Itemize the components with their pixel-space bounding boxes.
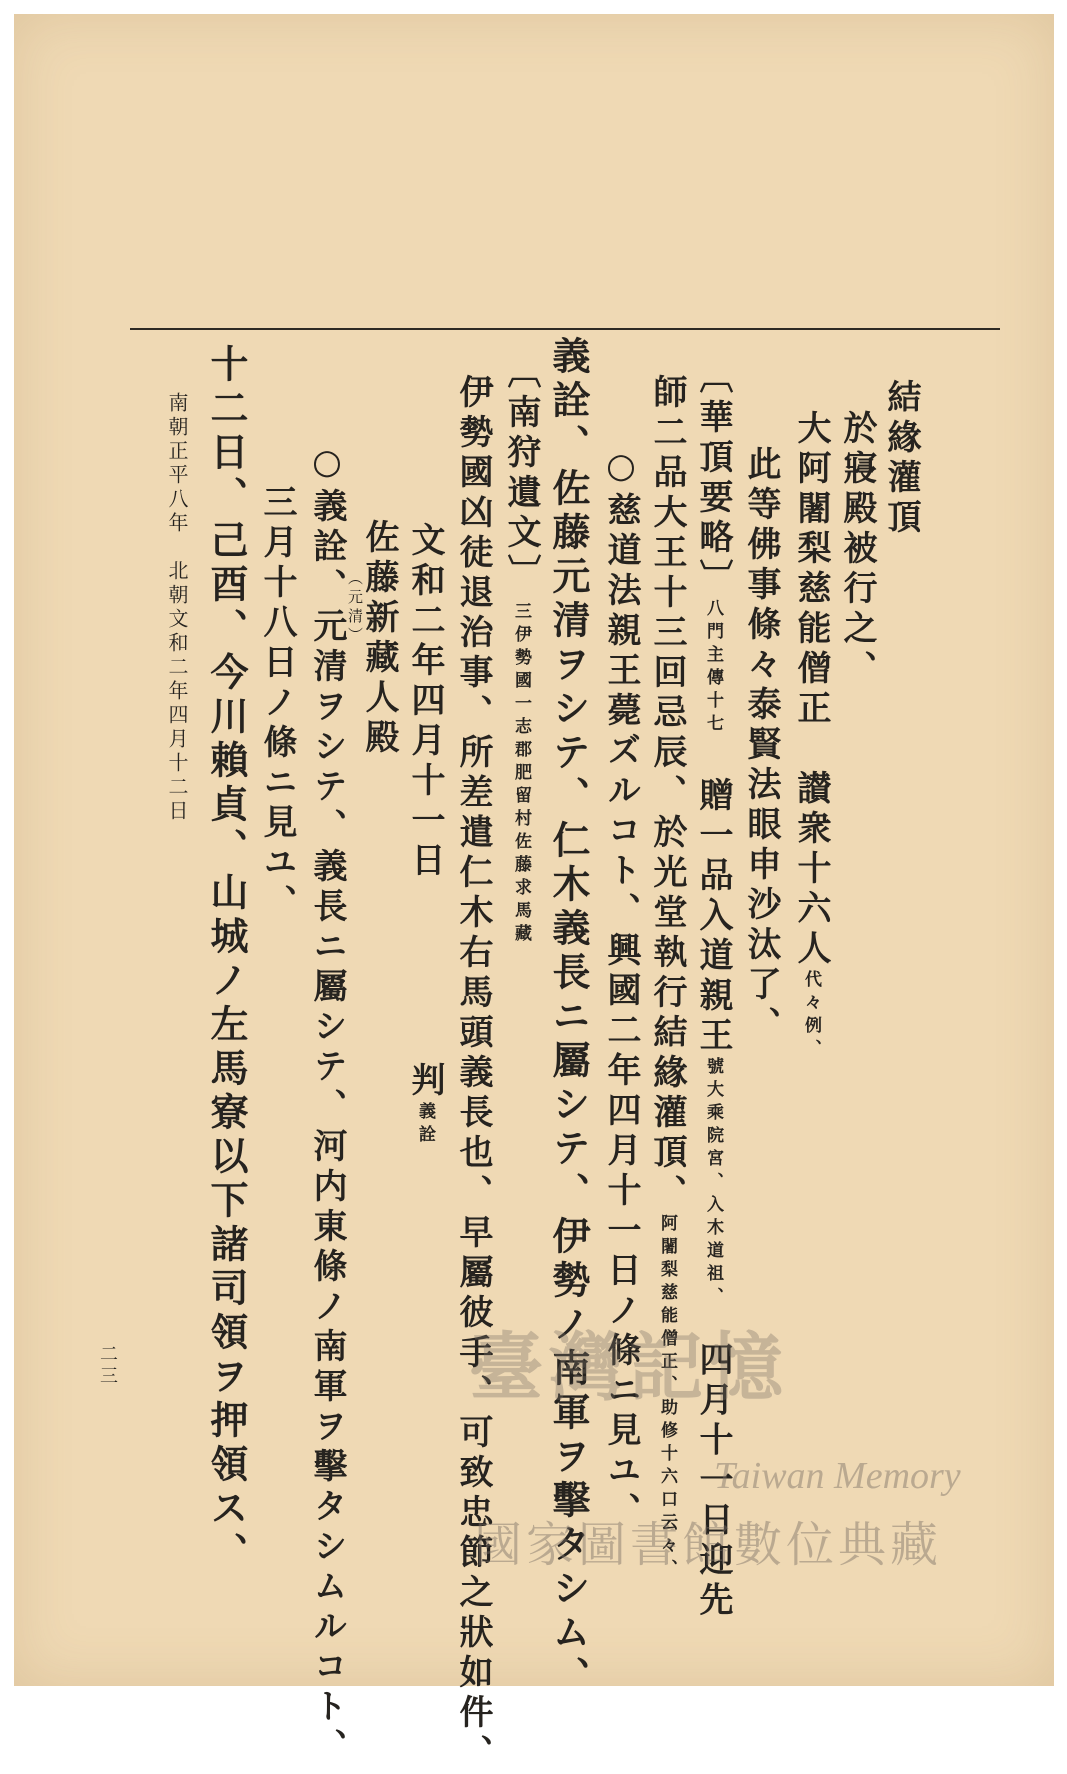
text-line: 此等佛事條々泰賢法眼申沙汰了、	[741, 446, 781, 1046]
text-column	[199, 344, 254, 1576]
text-column	[253, 484, 302, 924]
text-column	[497, 354, 546, 947]
watermark-subtitle: 國家圖書館數位典藏	[474, 1517, 943, 1573]
text-column	[833, 410, 882, 690]
watermark-title: 臺灣記憶	[469, 1325, 789, 1411]
header-text: 南朝正平八年 北朝文和二年四月十二日	[165, 392, 189, 824]
note-text: 阿闍梨慈能僧正、助修十六口云々、	[657, 1214, 677, 1582]
watermark-english: Taiwan Memory	[714, 1455, 961, 1497]
heading-kechien-kanjo: 結緣灌頂	[881, 379, 921, 539]
text-line: 三月十八日ノ條ニ見ユ、	[257, 484, 297, 924]
text-line: 四月十一日迎先	[693, 1341, 733, 1622]
note-text: （元清）	[346, 570, 364, 646]
note-text: 八門主傳十七	[703, 599, 723, 737]
text-column	[689, 359, 738, 1622]
text-line: 師二品大王十三回忌辰、於光堂執行結緣灌頂、	[647, 374, 687, 1214]
text-line: 贈一品入道親王	[693, 777, 733, 1057]
source-title: 〔華頂要略〕	[693, 359, 733, 599]
text-line: 於寢殿被行之、	[837, 410, 877, 690]
text-line: 文和二年四月十一日	[405, 522, 445, 882]
note-text: 號大乘院宮、入木道祖、	[703, 1057, 723, 1302]
addressee: 佐藤新藏人殿	[359, 519, 399, 759]
text-line: 義詮、佐藤元清ヲシテ、仁木義長ニ屬シテ、伊勢ノ南軍ヲ擊タシム、	[546, 336, 591, 1700]
text-line: 十二日、己酉、今川賴貞、山城ノ左馬寮以下諸司領ヲ押領ス、	[204, 344, 249, 1576]
text-column	[787, 410, 836, 1062]
text-line: ○慈道法親王薨ズルコト、興國二年四月十一日ノ條ニ見ユ、	[601, 446, 641, 1532]
note-text: 代々例、	[801, 970, 821, 1062]
note-text: 三伊勢國一志郡肥留村佐藤求馬藏	[511, 602, 531, 947]
text-column	[401, 522, 450, 1148]
page-number: 二三	[97, 1344, 118, 1388]
text-column	[303, 442, 352, 1768]
book-page	[14, 14, 1054, 1774]
text-line: 大阿闍梨慈能僧正 讃衆十六人	[791, 410, 831, 970]
text-line: 判	[405, 1062, 445, 1102]
text-line: ○義詮、元清ヲシテ、義長ニ屬シテ、河内東條ノ南軍ヲ擊タシムルコト、	[307, 442, 347, 1768]
text-column	[541, 336, 596, 1700]
running-header	[163, 392, 192, 824]
text-line: 伊勢國凶徒退治事、所差遣仁木右馬頭義長也、早屬彼手、可致忠節之狀如件、	[453, 374, 493, 1774]
signature-name: 義詮	[415, 1102, 435, 1148]
horizontal-rule	[130, 328, 1000, 330]
source-title: 〔南狩遺文〕	[501, 354, 541, 594]
text-column	[737, 446, 786, 1046]
text-column	[877, 379, 926, 539]
